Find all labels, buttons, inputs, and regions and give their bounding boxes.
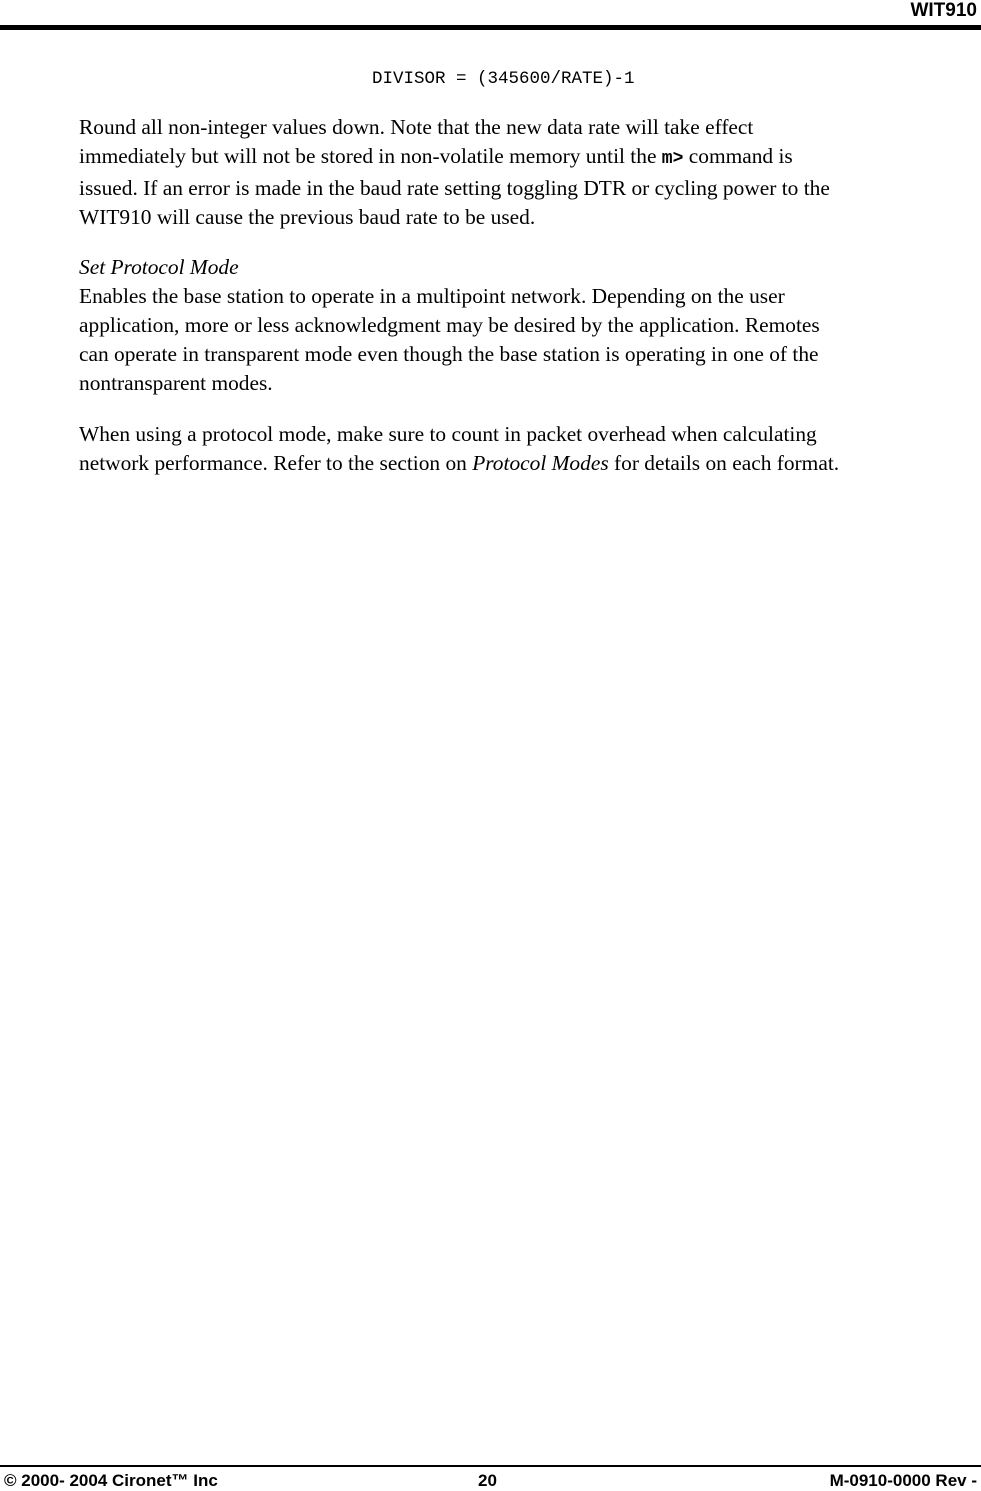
text-segment: immediately but will not be stored in non-volatile memory until the (79, 144, 662, 168)
paragraph-line: nontransparent modes. (79, 371, 273, 395)
text-segment: for details on each format. (608, 451, 840, 475)
protocol-overhead-paragraph (79, 420, 979, 478)
divisor-formula: DIVISOR = (345600/RATE)-1 (372, 69, 635, 89)
paragraph-line: application, more or less acknowledgment may be desired by the application. Remotes (79, 313, 820, 337)
section-heading: Set Protocol Mode (79, 255, 239, 279)
paragraph-line: Enables the base station to operate in a multipoint network. Depending on the user (79, 284, 785, 308)
text-segment: command is (683, 144, 793, 168)
rounding-paragraph (79, 113, 979, 232)
paragraph-line: Round all non-integer values down. Note that the new data rate will take effect (79, 115, 754, 139)
command-code: m> (661, 149, 684, 169)
paragraph-line (79, 449, 979, 478)
footer-doc-number: M-0910-0000 Rev - (829, 1471, 977, 1490)
paragraph-line: WIT910 will cause the previous baud rate to be used. (79, 205, 536, 229)
text-segment: network performance. Refer to the section on (79, 451, 473, 475)
page-number: 20 (478, 1471, 497, 1490)
document-title: WIT910 (910, 0, 977, 21)
header-divider (0, 25, 981, 30)
footer-divider (0, 1465, 981, 1467)
paragraph-line (79, 142, 979, 174)
section-reference: Protocol Modes (472, 451, 609, 475)
paragraph-line: issued. If an error is made in the baud rate setting toggling DTR or cycling power to the (79, 176, 830, 200)
paragraph-line: can operate in transparent mode even though the base station is operating in one of the (79, 342, 819, 366)
footer-copyright: © 2000- 2004 Cironet™ Inc (4, 1471, 218, 1490)
paragraph-line: When using a protocol mode, make sure to count in packet overhead when calculating (79, 422, 817, 446)
protocol-mode-section (79, 253, 979, 398)
